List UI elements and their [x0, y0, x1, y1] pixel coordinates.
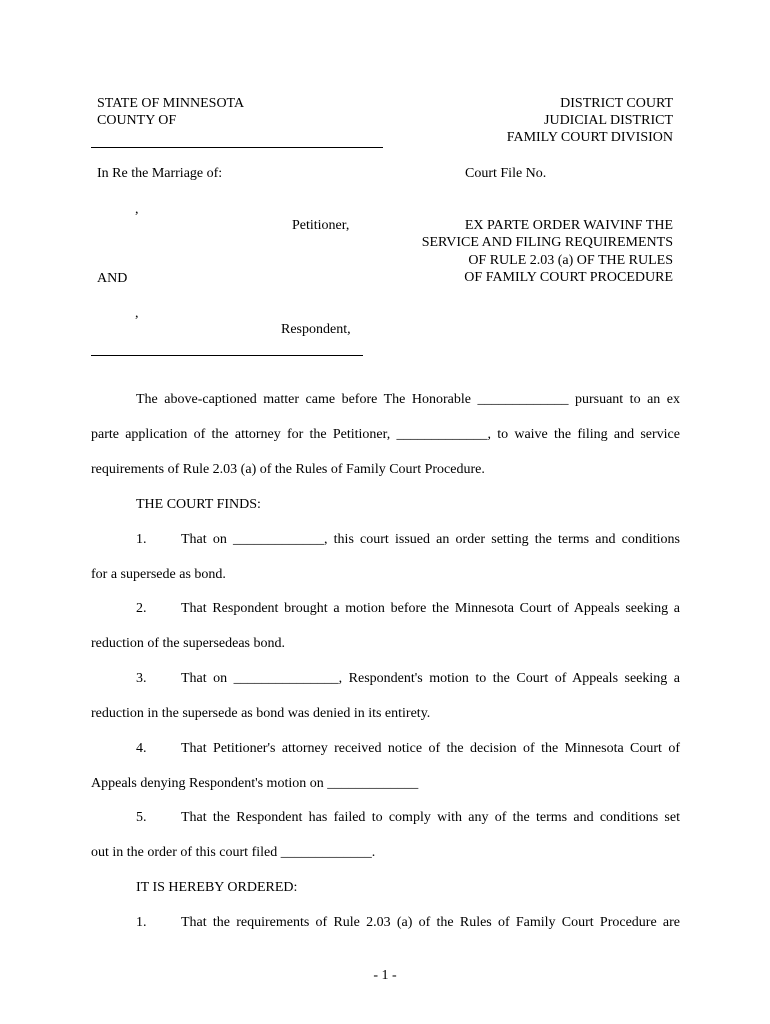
- finding-text-line: for a supersede as bond.: [91, 567, 226, 582]
- order-text-line: That the requirements of Rule 2.03 (a) of the Rules of Family Court Procedure are: [181, 915, 680, 930]
- ordered-heading: IT IS HEREBY ORDERED:: [136, 880, 298, 895]
- county-signature-line: [91, 147, 383, 148]
- finding-text-line: That on _____________, this court issued an order setting the terms and conditions: [181, 532, 680, 547]
- in-re-label: In Re the Marriage of:: [97, 166, 223, 181]
- finding-text-line: That on _______________, Respondent's motion to the Court of Appeals seeking a: [181, 671, 680, 686]
- finding-number: 5.: [136, 810, 147, 825]
- page-number: - 1 -: [373, 968, 397, 983]
- petitioner-label: Petitioner,: [292, 218, 350, 233]
- finding-number: 1.: [136, 532, 147, 547]
- finding-text-line: That Respondent brought a motion before the Minnesota Court of Appeals seeking a: [181, 601, 680, 616]
- petitioner-name-blank: ,: [135, 202, 139, 217]
- finding-text-line: reduction in the supersede as bond was denied in its entirety.: [91, 706, 431, 721]
- finding-text-line: Appeals denying Respondent's motion on _____________: [91, 776, 419, 791]
- court-finds-heading: THE COURT FINDS:: [136, 497, 261, 512]
- finding-text-line: That Petitioner's attorney received notice of the decision of the Minnesota Court of: [181, 741, 680, 756]
- order-title-line: EX PARTE ORDER WAIVINF THE: [464, 218, 673, 233]
- intro-paragraph-line: requirements of Rule 2.03 (a) of the Rules of Family Court Procedure.: [91, 462, 485, 477]
- intro-paragraph-line: parte application of the attorney for the Petitioner, _____________, to waive the filing and service: [91, 427, 680, 442]
- order-title-line: SERVICE AND FILING REQUIREMENTS: [421, 235, 673, 250]
- state-label: STATE OF MINNESOTA: [97, 96, 245, 111]
- division-label: FAMILY COURT DIVISION: [506, 130, 673, 145]
- order-title-line: OF FAMILY COURT PROCEDURE: [464, 270, 673, 285]
- respondent-signature-line: [91, 355, 363, 356]
- county-label: COUNTY OF: [97, 113, 177, 128]
- finding-number: 3.: [136, 671, 147, 686]
- district-label: JUDICIAL DISTRICT: [544, 113, 673, 128]
- intro-paragraph-line: The above-captioned matter came before The Honorable _____________ pursuant to an ex: [136, 392, 680, 407]
- respondent-name-blank: ,: [135, 306, 139, 321]
- court-label: DISTRICT COURT: [560, 96, 673, 111]
- finding-text-line: out in the order of this court filed _____________.: [91, 845, 376, 860]
- court-file-number-label: Court File No.: [465, 166, 547, 181]
- finding-text-line: reduction of the supersedeas bond.: [91, 636, 285, 651]
- and-label: AND: [97, 271, 128, 286]
- finding-text-line: That the Respondent has failed to comply with any of the terms and conditions set: [181, 810, 680, 825]
- finding-number: 2.: [136, 601, 147, 616]
- finding-number: 4.: [136, 741, 147, 756]
- respondent-label: Respondent,: [281, 322, 351, 337]
- order-title-line: OF RULE 2.03 (a) OF THE RULES: [468, 253, 673, 268]
- order-number: 1.: [136, 915, 147, 930]
